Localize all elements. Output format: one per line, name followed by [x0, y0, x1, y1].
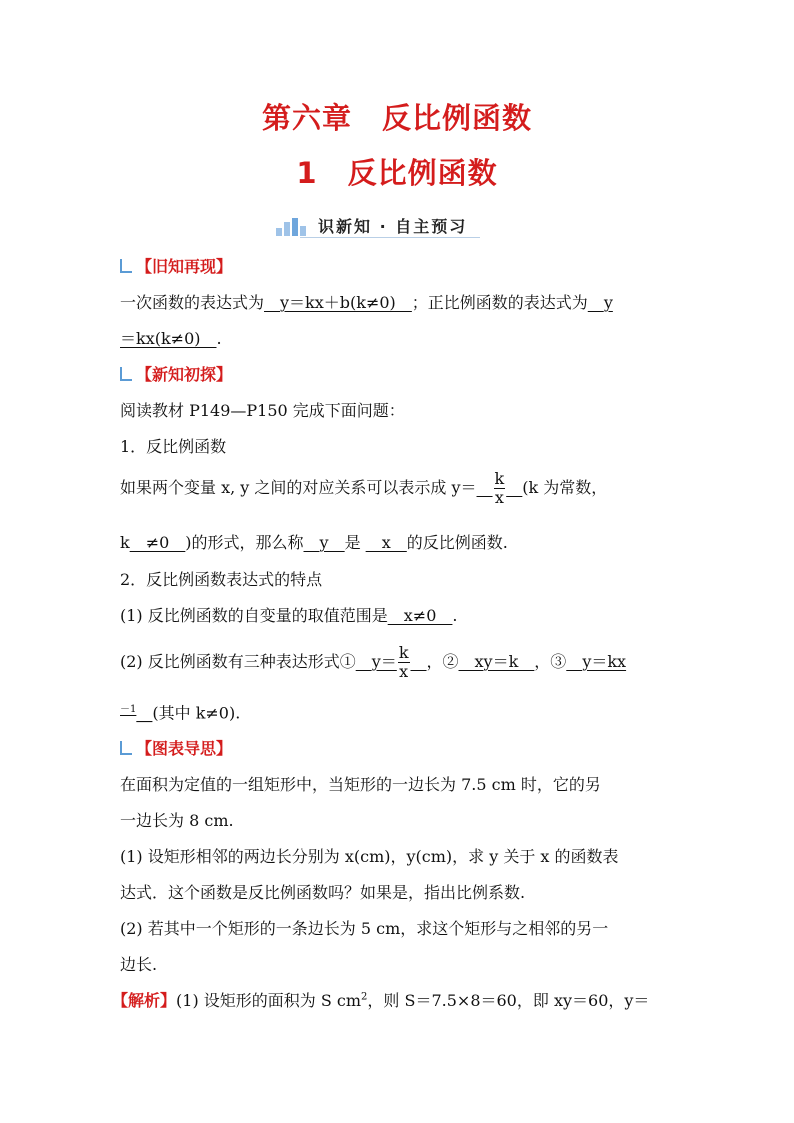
chart-para-1: 在面积为定值的一组矩形中，当矩形的一边长为 7.5 cm 时，它的另: [120, 775, 601, 794]
fraction-k-over-x: $\frac{k}{x}$: [398, 643, 409, 681]
new-line-1: 如果两个变量 x, y 之间的对应关系可以表示成 y＝__ $\frac{k}{x}$ __(k 为常数，: [120, 469, 608, 507]
new-intro: 阅读教材 P149—P150 完成下面问题：: [120, 401, 405, 420]
section-title: 1 反比例函数: [296, 156, 498, 190]
fraction-k-over-x: $\frac{k}{x}$: [494, 469, 505, 507]
chapter-title: 第六章 反比例函数: [261, 101, 532, 135]
section-new-heading: 【新知初探】: [120, 362, 232, 385]
section-chart-heading: 【图表导思】: [120, 736, 232, 759]
chart-q1-line-1: (1) 设矩形相邻的两边长分别为 x(cm)，y(cm)，求 y 关于 x 的函数表: [120, 847, 619, 866]
new-rule-2-cont: $^{-1}$__(其中 k≠0).: [120, 703, 241, 723]
new-heading-1: 1．反比例函数: [120, 437, 227, 456]
analysis-label: 【解析】: [112, 991, 177, 1010]
new-heading-2: 2．反比例函数表达式的特点: [120, 570, 323, 589]
banner-decoration-icon: [270, 216, 320, 236]
preview-banner: [270, 214, 490, 238]
chart-q1-line-2: 达式．这个函数是反比例函数吗？如果是，指出比例系数.: [120, 883, 526, 902]
section-marker-icon: [120, 259, 132, 273]
review-line-2: ＝kx(k≠0)__.: [120, 329, 222, 348]
chart-q2-line-1: (2) 若其中一个矩形的一条边长为 5 cm，求这个矩形与之相邻的另一: [120, 919, 609, 938]
chart-q2-line-2: 边长.: [120, 955, 158, 974]
chart-para-2: 一边长为 8 cm.: [120, 811, 234, 830]
section-marker-icon: [120, 741, 132, 755]
chart-answer-line: 【解析】(1) 设矩形的面积为 S $cm^2$，则 S＝7.5×8＝60，即 xy＝60，y＝: [112, 991, 650, 1010]
banner-text: 识新知 · 自主预习: [318, 217, 468, 236]
new-line-2: k__≠0__)的形式，那么称__y__是 __x__的反比例函数.: [120, 533, 508, 552]
new-rule-1: (1) 反比例函数的自变量的取值范围是__x≠0__.: [120, 606, 458, 625]
new-rule-2: (2) 反比例函数有三种表达形式①__y＝ $\frac{k}{x}$ __，②__xy＝k__，③__y＝kx: [120, 643, 627, 681]
section-marker-icon: [120, 367, 132, 381]
review-line-1: 一次函数的表达式为__y＝kx＋b(k≠0)__；正比例函数的表达式为__y: [120, 293, 613, 312]
section-review-heading: 【旧知再现】: [120, 254, 232, 277]
